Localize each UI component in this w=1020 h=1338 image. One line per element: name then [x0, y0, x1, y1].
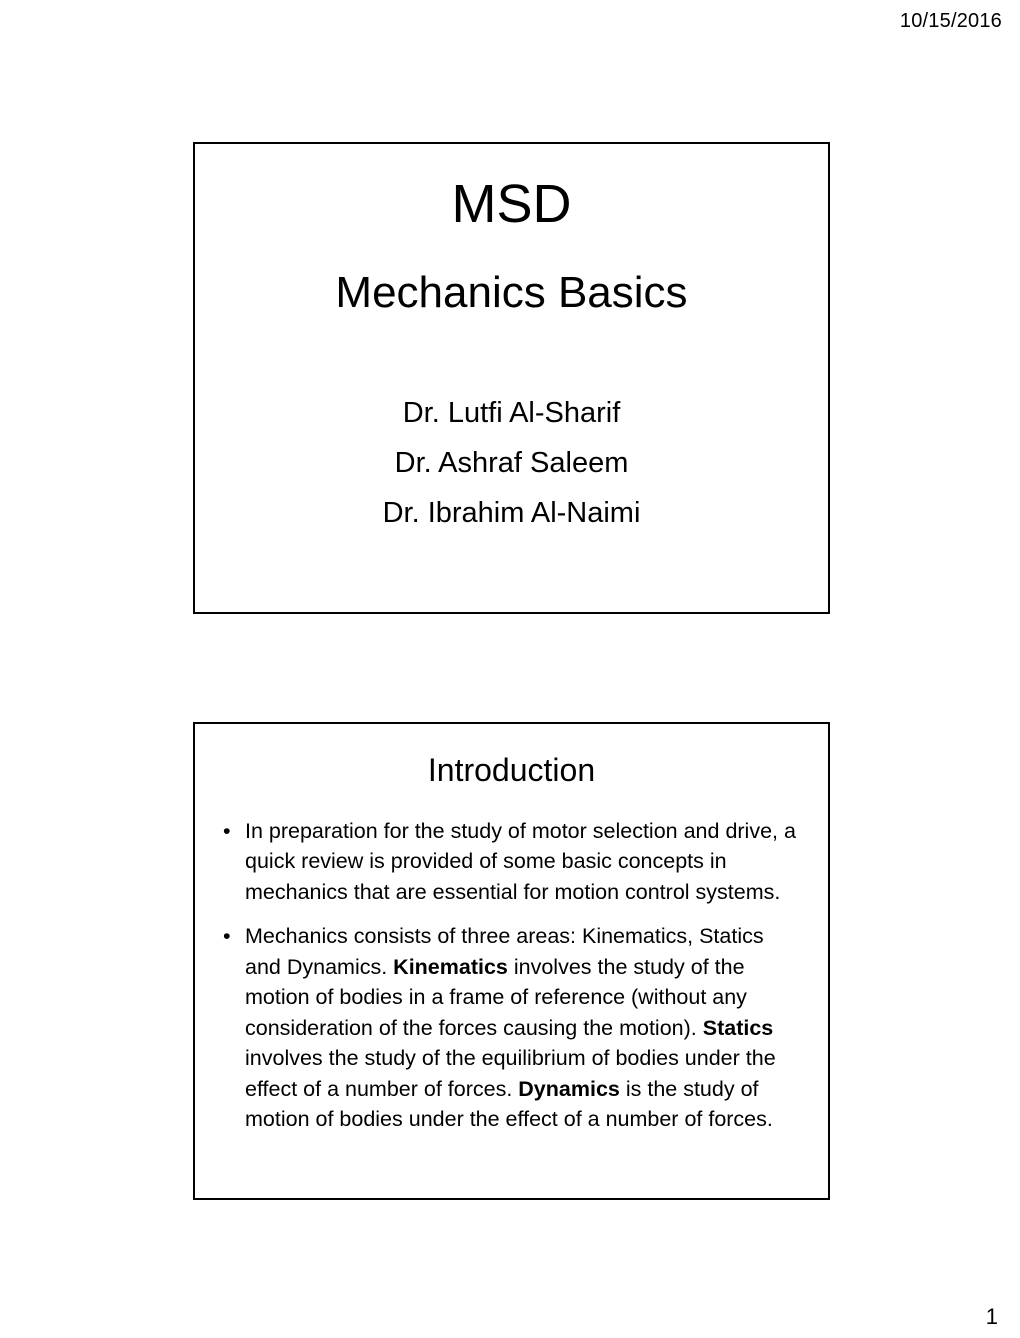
- bullet-icon: •: [223, 924, 231, 949]
- title-slide: [193, 142, 830, 614]
- page-number: 1: [985, 1304, 998, 1329]
- bullet-icon: •: [223, 818, 231, 843]
- list-item-text: In preparation for the study of motor selection and drive, a quick review is provided of some basic concepts in mechanics that are essential for motion control systems.: [245, 818, 796, 904]
- author-name: Dr. Ibrahim Al-Naimi: [382, 497, 641, 529]
- author-name: Dr. Ashraf Saleem: [394, 447, 629, 480]
- presentation-sub-title: Mechanics Basics: [335, 267, 688, 317]
- list-item-text: Mechanics consists of three areas: Kinematics, Statics and Dynamics. Kinematics involves the study of the motion of bodies in a frame of reference (without any consideration of the forces causing the motion). Statics involves the study of the equilibrium of bodies under the effect of a number of forces. Dynamics is the study of motion of bodies under the effect of a number of forces.: [245, 924, 776, 1132]
- slide-body: [223, 816, 798, 1135]
- author-name: Dr. Lutfi Al-Sharif: [402, 397, 621, 430]
- list-item: [223, 921, 798, 1135]
- list-item: [223, 816, 798, 908]
- slide-heading: Introduction: [427, 752, 596, 788]
- presentation-main-title: MSD: [451, 174, 572, 234]
- introduction-slide: [193, 722, 830, 1200]
- page-date: 10/15/2016: [899, 10, 1002, 32]
- author-list: [195, 389, 828, 539]
